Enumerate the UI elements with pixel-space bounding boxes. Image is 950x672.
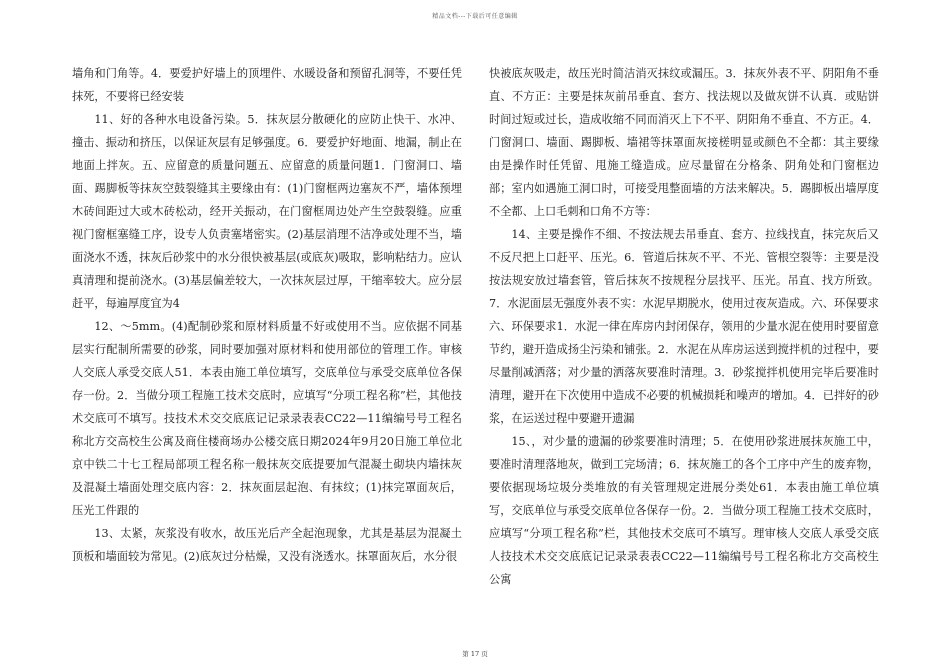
paragraph: 11、好的各种水电设备污染。5．抹灰层分散硬化的应防止快干、水冲、撞击、振动和挤压，以保证灰层有足够强度。6．要爱护好地面、地漏，制止在地面上拌灰。五、应留意的质量问题五、应留意的质量问题1．门窗洞口、墙面、踢脚板等抹灰空鼓裂缝其主要缘由有：(1)门窗框两边塞灰不严，墙体预埋木砖间距过大或木砖松动，经开关振动，在门窗框周边处产生空鼓裂缝。应重视门窗框塞缝工序，设专人负责塞堵密实。(2)基层消理不洁净或处理不当，墙面浇水不透，抹灰后砂浆中的水分很快被基层(或底灰)吸取，影响粘结力。应认真清理和提前浇水。(3)基层偏差较大，一次抹灰层过厚，干缩率较大。应分层赶平，每遍厚度宜为4 — [72, 113, 462, 310]
paragraph: 12、～5mm。(4)配制砂浆和原材料质量不好或使用不当。应依据不同基层实行配制所需要的砂浆，同时要加强对原材料和使用部位的管理工作。审核人交底人承受交底人51．本表由施工单位填写，交底单位与承受交底单位各保存一份。2．当做分项工程施工技术交底时，应填写“分项工程名称”栏，其他技术交底可不填写。技技术术交交底底记记录录表表CC22—11编编号号工程名称北方交高校生公寓及商住楼商场办公楼交底日期2024年9月20日施工单位北京中铁二十七工程局部项工程名称一般抹灰交底提要加气混凝土砌块内墙抹灰及混凝土墙面处理交底内容：2．抹灰面层起泡、有抹纹；(1)抹完罩面灰后，压光工件跟的 — [72, 320, 462, 517]
paragraph: 13、太紧，灰浆没有收水，故压光后产全起泡现象，尤其是基层为混凝土顶板和墙面较为常见。(2)底灰过分枯燥，又没有浇透水。抹罩面灰后，水分很 — [72, 527, 462, 563]
paragraph: 14、主要是操作不细、不按法规去吊垂直、套方、拉线找直，抹完灰后又不反尺把上口赶平、压光。6．管道后抹灰不平、不光、管根空裂等：主要是没按法规安放过墙套管，管后抹灰不按规程分层找平、压光。吊直、找方所致。7．水泥面层无强度外表不实：水泥早期脱水，使用过夜灰造成。六、环保要求六、环保要求1．水泥一律在库房内封闭保存，领用的少量水泥在使用时要留意节约，避开造成扬尘污染和铺张。2．水泥在从库房运送到搅拌机的过程中，要尽量削减洒落；对少量的洒落灰要准时清理。3．砂浆搅拌机使用完毕后要准时清理，避开在下次使用中造成不必要的机械损耗和噪声的增加。4．已拌好的砂浆，在运送过程中要避开遗漏 — [489, 228, 879, 425]
page-number: 第 17 页 — [462, 650, 488, 658]
paragraph: 墙角和门角等。4．要爱护好墙上的顶埋件、水暖设备和预留孔洞等，不要任凭抹死，不要将已经安装 — [72, 67, 462, 103]
right-column — [489, 62, 879, 591]
paragraph: 15、，对少量的遗漏的砂浆要准时清理；5．在使用砂浆进展抹灰施工中，要准时清理落地灰，做到工完场清；6．抹灰施工的各个工序中产生的废弃物，要依据现场垃圾分类堆放的有关管理规定进展分类处61．本表由施工单位填写，交底单位与承受交底单位各保存一份。2．当做分项工程施工技术交底时，应填写“分项工程名称”栏，其他技术交底可不填写。理审核人交底人承受交底人技技术术交交底底记记录录表表CC22—11编编号号工程名称北方交高校生公寓 — [489, 435, 879, 586]
page-header: 精品文档---下载后可任意编辑 — [432, 13, 518, 20]
left-column — [72, 62, 462, 568]
paragraph: 快被底灰吸走，故压光时简洁消灭抹纹或漏压。3．抹灰外表不平、阴阳角不垂直、不方正：主要是抹灰前吊垂直、套方、找法规以及做灰饼不认真．或贴饼时间过短或过长，造成收缩不同而消灭上下不平、阴阳角不垂直、不方正。4．门窗洞口、墙面、踢脚板、墙裙等抹罩面灰接槎明显或颜色不全都：其主要缘由是操作时任凭留、甩施工缝造成。应尽量留在分格条、阴角处和门窗框边部；室内如遇施工洞口时，可接受甩整面墙的方法来解决。5．踢脚板出墙厚度不全都、上口毛刺和口角不方等： — [489, 67, 879, 218]
